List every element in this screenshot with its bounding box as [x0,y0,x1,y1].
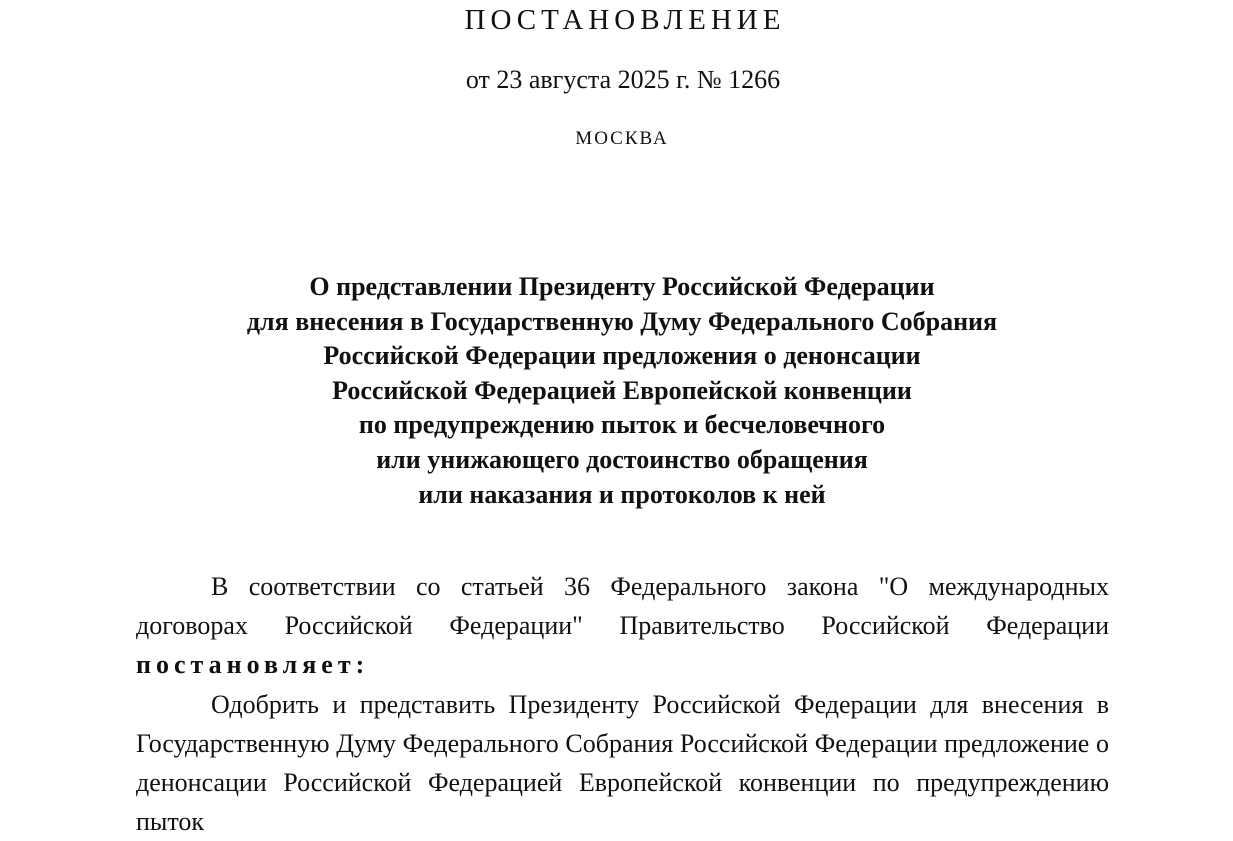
body-paragraph [136,567,1109,685]
document-type-heading: ПОСТАНОВЛЕНИЕ [464,4,786,36]
body-paragraph [136,685,1109,841]
title-line: Российской Федерации предложения о денонсации [323,341,921,371]
paragraph-text: В соответствии со статьей 36 Федерального закона "О международных договорах Российской Федерации" Правительство Российской Федерации [136,572,1109,641]
paragraph-text: Одобрить и представить Президенту Российской Федерации для внесения в Государственную Думу Федерального Собрания Российской Федерации предложение о денонсации Российской Федерацией Европейской конвенции по предупреждению пыток [136,689,1109,837]
title-line: Российской Федерацией Европейской конвенции [332,375,912,405]
title-line: по предупреждению пыток и бесчеловечного [358,410,886,440]
document-date-number: от 23 августа 2025 г. № 1266 [465,65,781,94]
title-line: или унижающего достоинство обращения [376,444,868,474]
resolution-keyword: постановляет: [136,650,370,680]
title-line: или наказания и протоколов к ней [418,479,826,509]
document-body [136,567,1109,841]
document-title [0,270,1233,512]
title-line: О представлении Президенту Российской Федерации [309,272,935,301]
title-line: для внесения в Государственную Думу Федерального Собрания [246,306,998,336]
document-city: МОСКВА [575,128,669,149]
